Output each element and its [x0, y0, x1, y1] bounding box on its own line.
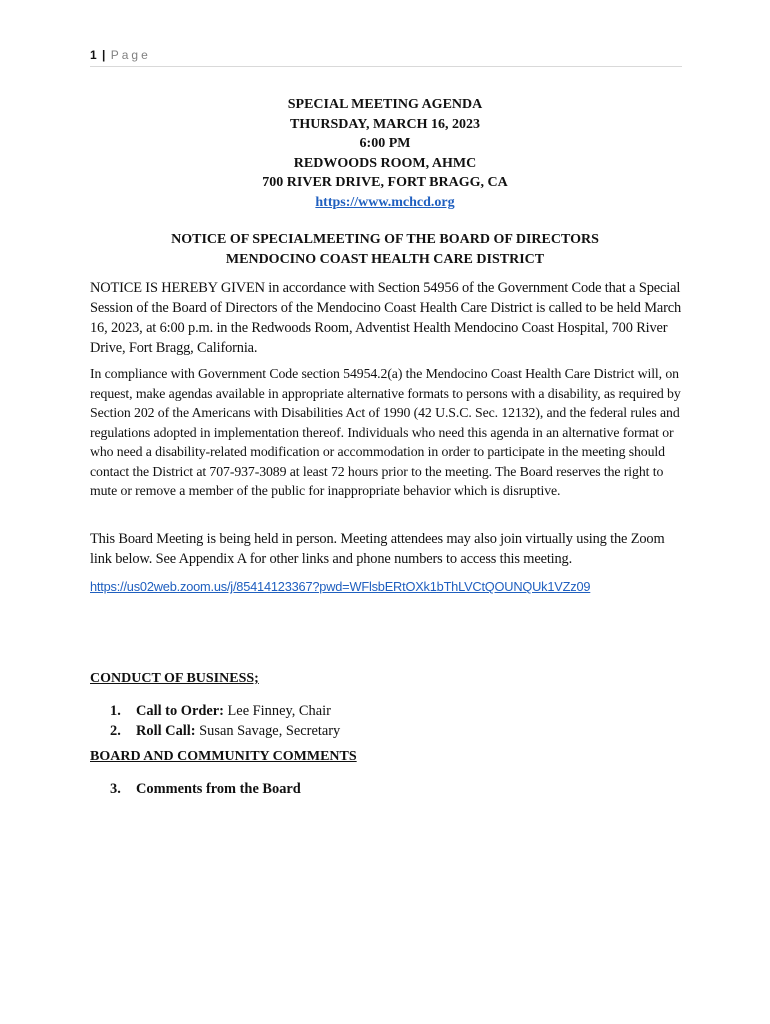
- item-number: 3.: [110, 781, 121, 797]
- page-header: [90, 48, 682, 67]
- meeting-address: 700 RIVER DRIVE, FORT BRAGG, CA: [262, 175, 508, 190]
- meeting-title: SPECIAL MEETING AGENDA: [287, 97, 483, 112]
- list-item: [110, 779, 301, 799]
- meeting-time: 6:00 PM: [359, 136, 411, 151]
- in-person-paragraph: This Board Meeting is being held in person. Meeting attendees may also join virtually using the Zoom link below. See Appendix A for other links and phone numbers to access this meeting.: [90, 531, 665, 567]
- meeting-date: THURSDAY, MARCH 16, 2023: [290, 116, 480, 132]
- item-label: Comments from the Board: [136, 781, 301, 797]
- meeting-title-block: [90, 95, 680, 212]
- website-link[interactable]: https://www.mchcd.org: [315, 194, 455, 210]
- notice-title: [90, 230, 680, 269]
- item-label: Roll Call:: [136, 723, 196, 739]
- page-word: Page: [110, 48, 151, 62]
- item-value: Susan Savage, Secretary: [195, 723, 341, 739]
- notice-title-line-1: NOTICE OF SPECIALMEETING OF THE BOARD OF DIRECTORS: [171, 232, 599, 247]
- meeting-room: REDWOODS ROOM, AHMC: [293, 155, 477, 171]
- conduct-heading: CONDUCT OF BUSINESS;: [90, 671, 259, 686]
- compliance-paragraph: In compliance with Government Code section 54954.2(a) the Mendocino Coast Health Care District will, on request, make agendas available in appropriate alternative formats to persons with a disability, as required by Section 202 of the Americans with Disabilities Act of 1990 (42 U.S.C. Sec. 12132), and the federal rules and regulations adopted in implementation thereof. Individuals who need this agenda in an alternative format or who need a disability-related modification or accommodation in order to participate in the meeting should contact the District at 707-937-3089 at least 72 hours prior to the meeting. The Board reserves the right to mute or remove a member of the public for inappropriate behavior which is disruptive.: [90, 366, 681, 498]
- list-item: [110, 701, 340, 721]
- page-separator: |: [102, 48, 106, 62]
- comments-list: [110, 779, 301, 799]
- item-number: 2.: [110, 723, 121, 739]
- list-item: [110, 721, 340, 741]
- notice-title-line-2: MENDOCINO COAST HEALTH CARE DISTRICT: [225, 251, 545, 267]
- zoom-link[interactable]: https://us02web.zoom.us/j/85414123367?pwd=WFlsbERtOXk1bThLVCtQOUNQUk1VZz09: [90, 579, 591, 594]
- item-value: Lee Finney, Chair: [223, 703, 331, 719]
- item-label: Call to Order:: [136, 703, 224, 719]
- notice-paragraph: NOTICE IS HEREBY GIVEN in accordance with Section 54956 of the Government Code that a Special Session of the Board of Directors of the Mendocino Coast Health Care District is called to be held March 16, 2023, at 6:00 p.m. in the Redwoods Room, Adventist Health Mendocino Coast Hospital, 700 River Drive, Fort Bragg, California.: [90, 280, 682, 356]
- item-number: 1.: [110, 703, 121, 719]
- page-number: 1: [90, 48, 97, 62]
- conduct-list: [110, 701, 340, 741]
- comments-heading: BOARD AND COMMUNITY COMMENTS: [90, 749, 357, 764]
